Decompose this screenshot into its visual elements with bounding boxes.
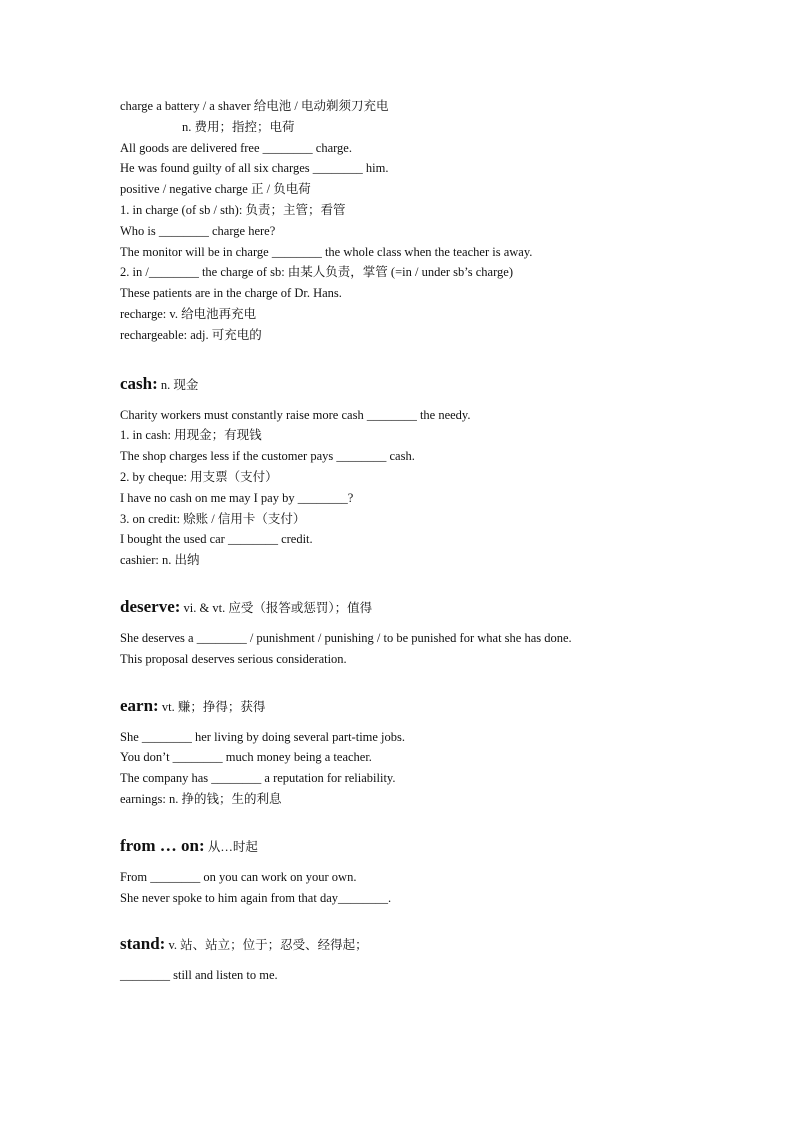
text-line: 2. in /________ the charge of sb: 由某人负责，掌管 (=in / under sb’s charge)	[120, 265, 513, 280]
entry-heading	[120, 934, 760, 955]
text-line: She deserves a ________ / punishment / punishing / to be punished for what she has done.	[120, 630, 572, 645]
text-line: These patients are in the charge of Dr. Hans.	[120, 286, 342, 301]
definition: vt. 赚；挣得；获得	[158, 699, 266, 714]
text-line: She ________ her living by doing several part-time jobs.	[120, 729, 406, 744]
definition: v. 站、站立；位于；忍受、经得起；	[165, 938, 368, 953]
text-line: 2. by cheque: 用支票（支付）	[120, 469, 278, 484]
text-line: n. 费用；指控；电荷	[182, 119, 295, 134]
text-line: From ________ on you can work on your own.	[120, 869, 357, 884]
entry-heading	[120, 597, 760, 618]
entry-deserve	[120, 597, 760, 670]
text-line: All goods are delivered free ________ charge.	[120, 140, 352, 155]
text-line: I bought the used car ________ credit.	[120, 532, 313, 547]
text-line: recharge: v. 给电池再充电	[120, 306, 257, 321]
document-body	[120, 96, 760, 986]
definition: vi. & vt. 应受（报答或惩罚）；值得	[180, 600, 373, 615]
text-line: The monitor will be in charge ________ the whole class when the teacher is away.	[120, 244, 533, 259]
text-line: Charity workers must constantly raise more cash ________ the needy.	[120, 407, 471, 422]
definition: 从…时起	[204, 839, 258, 854]
charge-continuation-block	[120, 96, 760, 346]
text-line: 1. in cash: 用现金；有现钱	[120, 428, 262, 443]
text-line: The company has ________ a reputation for reliability.	[120, 771, 396, 786]
definition: n. 现金	[157, 377, 199, 392]
text-line: positive / negative charge 正 / 负电荷	[120, 182, 311, 197]
text-line: She never spoke to him again from that day________.	[120, 890, 392, 905]
entry-heading	[120, 696, 760, 717]
headword: deserve:	[120, 596, 181, 616]
text-line: charge a battery / a shaver 给电池 / 电动剃须刀充电	[120, 99, 389, 113]
entry-stand	[120, 934, 760, 986]
entry-heading	[120, 374, 760, 395]
entry-heading	[120, 836, 760, 857]
headword: cash:	[120, 373, 158, 393]
text-line: I have no cash on me may I pay by ________?	[120, 490, 354, 505]
headword: stand:	[120, 934, 166, 954]
text-line: cashier: n. 出纳	[120, 553, 200, 568]
text-line: This proposal deserves serious consideration.	[120, 651, 347, 666]
text-line: 1. in charge (of sb / sth): 负责；主管；看管	[120, 202, 346, 217]
text-line: rechargeable: adj. 可充电的	[120, 327, 262, 342]
text-line: You don’t ________ much money being a teacher.	[120, 750, 372, 765]
headword: earn:	[120, 695, 159, 715]
text-line: Who is ________ charge here?	[120, 223, 276, 238]
text-line: earnings: n. 挣的钱；生的利息	[120, 791, 282, 806]
text-line: He was found guilty of all six charges ________ him.	[120, 161, 389, 176]
text-line: 3. on credit: 赊账 / 信用卡（支付）	[120, 511, 306, 526]
entry-from-on	[120, 836, 760, 909]
entry-cash	[120, 374, 760, 571]
text-line: ________ still and listen to me.	[120, 968, 278, 983]
entry-earn	[120, 696, 760, 810]
headword: from … on:	[120, 835, 205, 855]
text-line: The shop charges less if the customer pays ________ cash.	[120, 449, 415, 464]
